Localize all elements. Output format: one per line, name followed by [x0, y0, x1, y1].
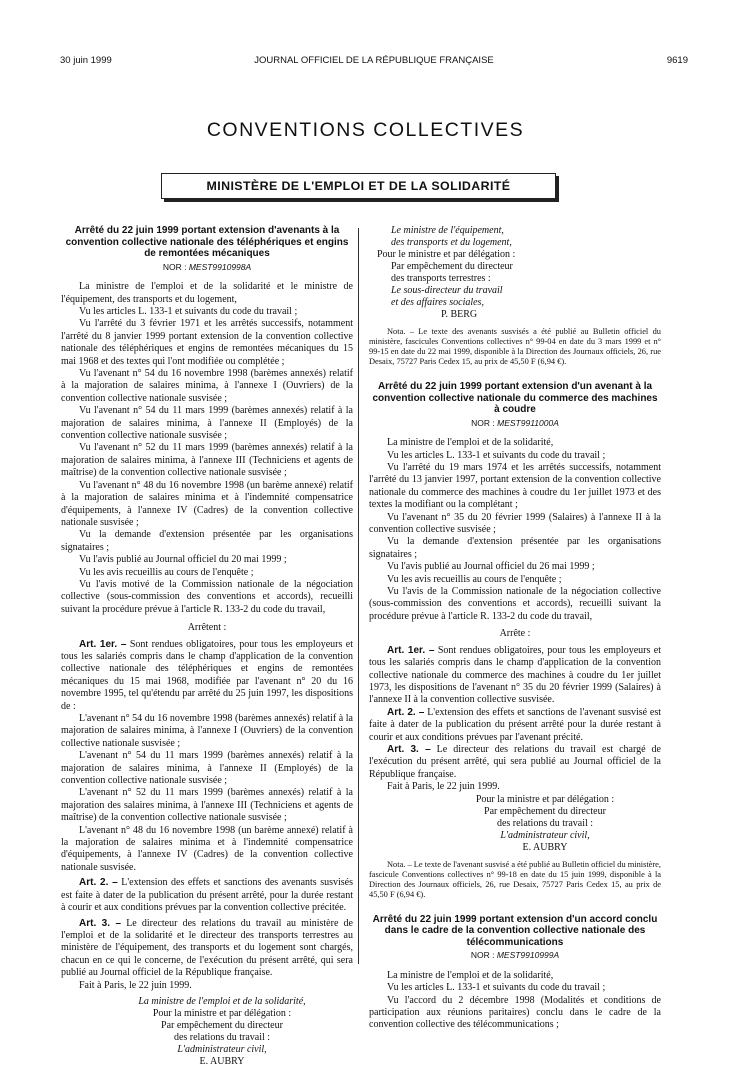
- paragraph: L'avenant n° 54 du 16 novembre 1998 (barèmes annexés) relatif à la majoration de salaires minima, à l'annexe I (Ouvriers) de la convention collective nationale susvisée ;: [61, 713, 353, 749]
- nor-number: MEST9910999A: [496, 950, 560, 961]
- signature-line: Le sous-directeur du travail: [391, 285, 503, 296]
- nor-label: NOR :: [471, 417, 495, 428]
- arrete1-article-2: [61, 877, 353, 914]
- arrete1-article-1-items: [61, 713, 353, 874]
- arrete1-nota: Nota. – Le texte des avenants susvisés a été publié au Bulletin officiel du ministère, fascicules Conventions collectives n° 99-04 en date du 3 mars 1999 et n° 99-15 en date du 22 mai 1999, disponible à la Direction des Journaux officiels, 26, rue Desaix, 75727 Paris Cedex 15, au prix de 45,50 F (6,94 €).: [369, 327, 661, 366]
- paragraph: Vu l'avenant n° 54 du 11 mars 1999 (barèmes annexés) relatif à la majoration de salaires minima, à l'annexe II (Employés) de la convention collective nationale susvisée ;: [61, 405, 353, 442]
- signature-line: Pour la ministre et par délégation :: [475, 793, 615, 805]
- signature-line: Par empêchement du directeur: [391, 261, 513, 272]
- article-label: Art. 2. –: [387, 706, 425, 718]
- article-text: Sont rendues obligatoires, pour tous les employeurs et tous les salariés compris dans le champ d'application de la convention collective nationale du commerce des machines à coudre du 1er juillet 1973, les dispositions de l'avenant n° 35 du 20 février 1999 (Salaires) à l'annexe II à la convention collective susvisée.: [369, 644, 661, 706]
- paragraph: Vu l'avis publié au Journal officiel du 20 mai 1999 ;: [79, 554, 287, 566]
- paragraph: Vu les avis recueillis au cours de l'enquête ;: [79, 566, 254, 578]
- nor-number: MESТ9910998A: [188, 261, 252, 272]
- signature-line: L'administrateur civil,: [500, 829, 590, 841]
- article-text: L'extension des effets et sanctions de l'avenant susvisé est faite à dater de la publication du présent arrêté pour la durée restant à courir et aux conditions prévues par l'avenant précité.: [369, 706, 662, 743]
- article-label: Art. 1er. –: [387, 644, 435, 656]
- page-header: [60, 55, 688, 67]
- paragraph: Vu l'avis de la Commission nationale de la négociation collective (sous-commission des conventions et accords), recueilli suivant la procédure prévue à l'article R. 133-2 du code du travail,: [369, 586, 661, 622]
- nor-number: MEST9911000A: [497, 417, 559, 428]
- arrete1-signature-2: [369, 225, 661, 321]
- paragraph: Vu l'avenant n° 35 du 20 février 1999 (Salaires) à l'annexe II à la convention collective susvisée ;: [369, 511, 661, 536]
- signature-line: E. AUBRY: [199, 1055, 245, 1067]
- paragraph: La ministre de l'emploi et de la solidarité,: [387, 969, 554, 981]
- signature-line: des transports et du logement,: [391, 237, 512, 248]
- signature-line: et des affaires sociales,: [391, 297, 484, 308]
- arrete1-signature-1: [61, 996, 353, 1068]
- arrete1-visas: [61, 281, 353, 616]
- paragraph: Vu l'avis publié au Journal officiel du 26 mai 1999 ;: [387, 561, 595, 573]
- paragraph: Vu la demande d'extension présentée par les organisations signataires ;: [369, 536, 661, 560]
- paragraph: Vu les articles L. 133-1 et suivants du code du travail ;: [387, 449, 606, 461]
- signature-line: Par empêchement du directeur: [484, 805, 606, 817]
- paragraph: Vu l'arrêté du 3 février 1971 et les arrêtés successifs, notamment l'arrêté du 8 janvier 1999 portant extension de la convention collective nationale des téléphériques et engins de remontées mécaniques du 15 mai 1968 et des textes qui l'ont modifiée ou complétée ;: [61, 318, 353, 367]
- arrete2-title: Arrêté du 22 juin 1999 portant extension d'un avenant à la convention collective nationale du commerce des machines à coudre: [372, 381, 658, 416]
- signature-line: E. AUBRY: [522, 841, 568, 853]
- paragraph: Vu l'avenant n° 52 du 11 mars 1999 (barèmes annexés) relatif à la majoration de salaires minima, à l'annexe III (Techniciens et agents de maîtrise) de la convention collective nationale susvisée ;: [61, 442, 353, 479]
- arrete1-fait: Fait à Paris, le 22 juin 1999.: [79, 979, 192, 991]
- arrete1-nor: [61, 261, 353, 273]
- arrete2-nota: Nota. – Le texte de l'avenant susvisé a été publié au Bulletin officiel du ministère, fascicule Conventions collectives n° 99-18 en date du 15 juin 1999, disponible à la Direction des Journaux officiels, 26, rue Desaix, 75727 Paris Cedex 15, au prix de 45,50 F (6,94 €).: [369, 859, 661, 899]
- paragraph: Vu les articles L. 133-1 et suivants du code du travail ;: [387, 982, 606, 994]
- paragraph: Vu l'avenant n° 48 du 16 novembre 1998 (un barème annexé) relatif à la majoration de salaires minima et à l'indemnité compensatrice d'équipements, à l'annexe IV (Cadres) de la convention collective nationale susvisée ;: [61, 479, 353, 528]
- signature-line: Pour la ministre et par délégation :: [152, 1007, 292, 1019]
- arrete1-article-1: [61, 639, 353, 713]
- paragraph: L'avenant n° 54 du 11 mars 1999 (barèmes annexés) relatif à la majoration de salaires minima, à l'annexe II (Employés) de la convention collective nationale susvisée ;: [61, 750, 353, 787]
- signature-line: des transports terrestres :: [391, 273, 491, 284]
- arrete2-visas: [369, 437, 661, 623]
- signature-line: P. BERG: [441, 309, 478, 320]
- signature-line: Pour le ministre et par délégation :: [377, 249, 516, 260]
- signature-line: Le ministre de l'équipement,: [391, 225, 504, 236]
- column-divider: [358, 228, 359, 964]
- signature-line: La ministre de l'emploi et de la solidarité,: [138, 995, 306, 1007]
- paragraph: Vu l'avis motivé de la Commission nationale de la négociation collective (sous-commission des conventions et accords), recueilli suivant la procédure prévue à l'article R. 133-2 du code du travail,: [61, 578, 353, 615]
- signature-line: L'administrateur civil,: [177, 1043, 267, 1055]
- header-journal-title: JOURNAL OFFICIEL DE LA RÉPUBLIQUE FRANÇAISE: [254, 55, 494, 66]
- article-label: Art. 1er. –: [79, 638, 127, 650]
- right-column: [369, 225, 661, 1032]
- left-column: [61, 225, 353, 1068]
- arrete2-arrete: Arrête :: [499, 628, 531, 640]
- arrete2-fait: Fait à Paris, le 22 juin 1999.: [387, 781, 500, 793]
- section-title: CONVENTIONS COLLECTIVES: [206, 119, 525, 141]
- arrete1-title: Arrêté du 22 juin 1999 portant extension d'avenants à la convention collective nationale des téléphériques et engins de remontées mécaniques: [65, 225, 349, 260]
- arrete2-signature: [369, 794, 661, 854]
- paragraph: Vu l'arrêté du 19 mars 1974 et les arrêtés successifs, notamment l'arrêté du 13 janvier 1997, portant extension de la convention collective nationale du commerce des machines à coudre du 1er juillet 1973 et des textes la modifiant ou la complétant ;: [369, 462, 661, 511]
- paragraph: Vu les articles L. 133-1 et suivants du code du travail ;: [79, 306, 298, 317]
- arrete3-visas: [369, 970, 661, 1032]
- signature-line: Par empêchement du directeur: [161, 1019, 283, 1031]
- article-text: Sont rendues obligatoires, pour tous les employeurs et tous les salariés compris dans le champ d'application de la convention collective nationale des téléphériques et engins de remontées mécaniques du 15 mai 1968, modifiée par l'avenant n° 20 du 16 novembre 1995, tel qu'étendu par arrêté du 25 juin 1997, les dispositions de :: [61, 638, 353, 712]
- paragraph: Vu l'accord du 2 décembre 1998 (Modalités et conditions de participation aux réunions paritaires) conclu dans le cadre de la convention collective des télécommunications ;: [369, 994, 661, 1031]
- arrete2-nor: [369, 417, 661, 429]
- paragraph: L'avenant n° 52 du 11 mars 1999 (barèmes annexés) relatif à la majoration des salaires minima, à l'annexe III (Techniciens et agents de maîtrise) de la convention collective nationale susvisée ;: [61, 787, 353, 824]
- paragraph: Vu la demande d'extension présentée par les organisations signataires ;: [61, 529, 353, 553]
- paragraph: Vu les avis recueillis au cours de l'enquête ;: [387, 573, 562, 585]
- article-text: Le directeur des relations du travail au ministère de l'emploi et de la solidarité et le directeur des transports terrestres au ministère de l'équipement, des transports et du logement sont chargés, chacun en ce qui le concerne, de l'exécution du présent arrêté, qui sera publié au Journal officiel de la République française.: [61, 917, 353, 979]
- paragraph: La ministre de l'emploi et de la solidarité et le ministre de l'équipement, des transports et du logement,: [61, 281, 353, 305]
- arrete2-article-2: [369, 707, 661, 744]
- header-page-number: 9619: [666, 55, 688, 66]
- ministry-banner: MINISTÈRE DE L'EMPLOI ET DE LA SOLIDARITÉ: [161, 173, 556, 199]
- arrete1-arretent: Arrêtent :: [187, 622, 227, 634]
- signature-line: des relations du travail :: [173, 1031, 271, 1043]
- article-text: L'extension des effets et sanctions des avenants susvisés est faite à dater de la publication du présent arrêté, pour la durée restant à courir et aux conditions prévues par la convention collective précitée.: [61, 877, 354, 914]
- paragraph: L'avenant n° 48 du 16 novembre 1998 (un barème annexé) relatif à la majoration de salaires minima et à l'indemnité compensatrice d'équipements, à l'annexe IV (Cadres) de la convention collective nationale susvisée.: [61, 824, 353, 873]
- header-date: 30 juin 1999: [60, 55, 112, 66]
- article-label: Art. 2. –: [79, 877, 118, 889]
- nor-label: NOR :: [470, 950, 495, 961]
- paragraph: La ministre de l'emploi et de la solidarité,: [387, 437, 554, 449]
- nor-label: NOR :: [162, 261, 187, 272]
- article-label: Art. 3. –: [79, 917, 122, 929]
- arrete3-title: Arrêté du 22 juin 1999 portant extension d'un accord conclu dans le cadre de la convention collective nationale des télécommunications: [372, 913, 658, 948]
- article-label: Art. 3. –: [387, 743, 431, 755]
- signature-line: des relations du travail :: [496, 817, 594, 829]
- paragraph: Vu l'avenant n° 54 du 16 novembre 1998 (barèmes annexés) relatif à la majoration de salaires minima, à l'annexe I (Ouvriers) de la convention collective nationale susvisée ;: [61, 368, 353, 404]
- arrete2-article-3: [369, 744, 661, 781]
- arrete3-nor: [369, 949, 661, 961]
- arrete2-article-1: [369, 645, 661, 707]
- article-text: Le directeur des relations du travail est chargé de l'exécution du présent arrêté, qui sera publié au Journal officiel de la République française.: [369, 743, 662, 780]
- arrete1-article-3: [61, 918, 353, 980]
